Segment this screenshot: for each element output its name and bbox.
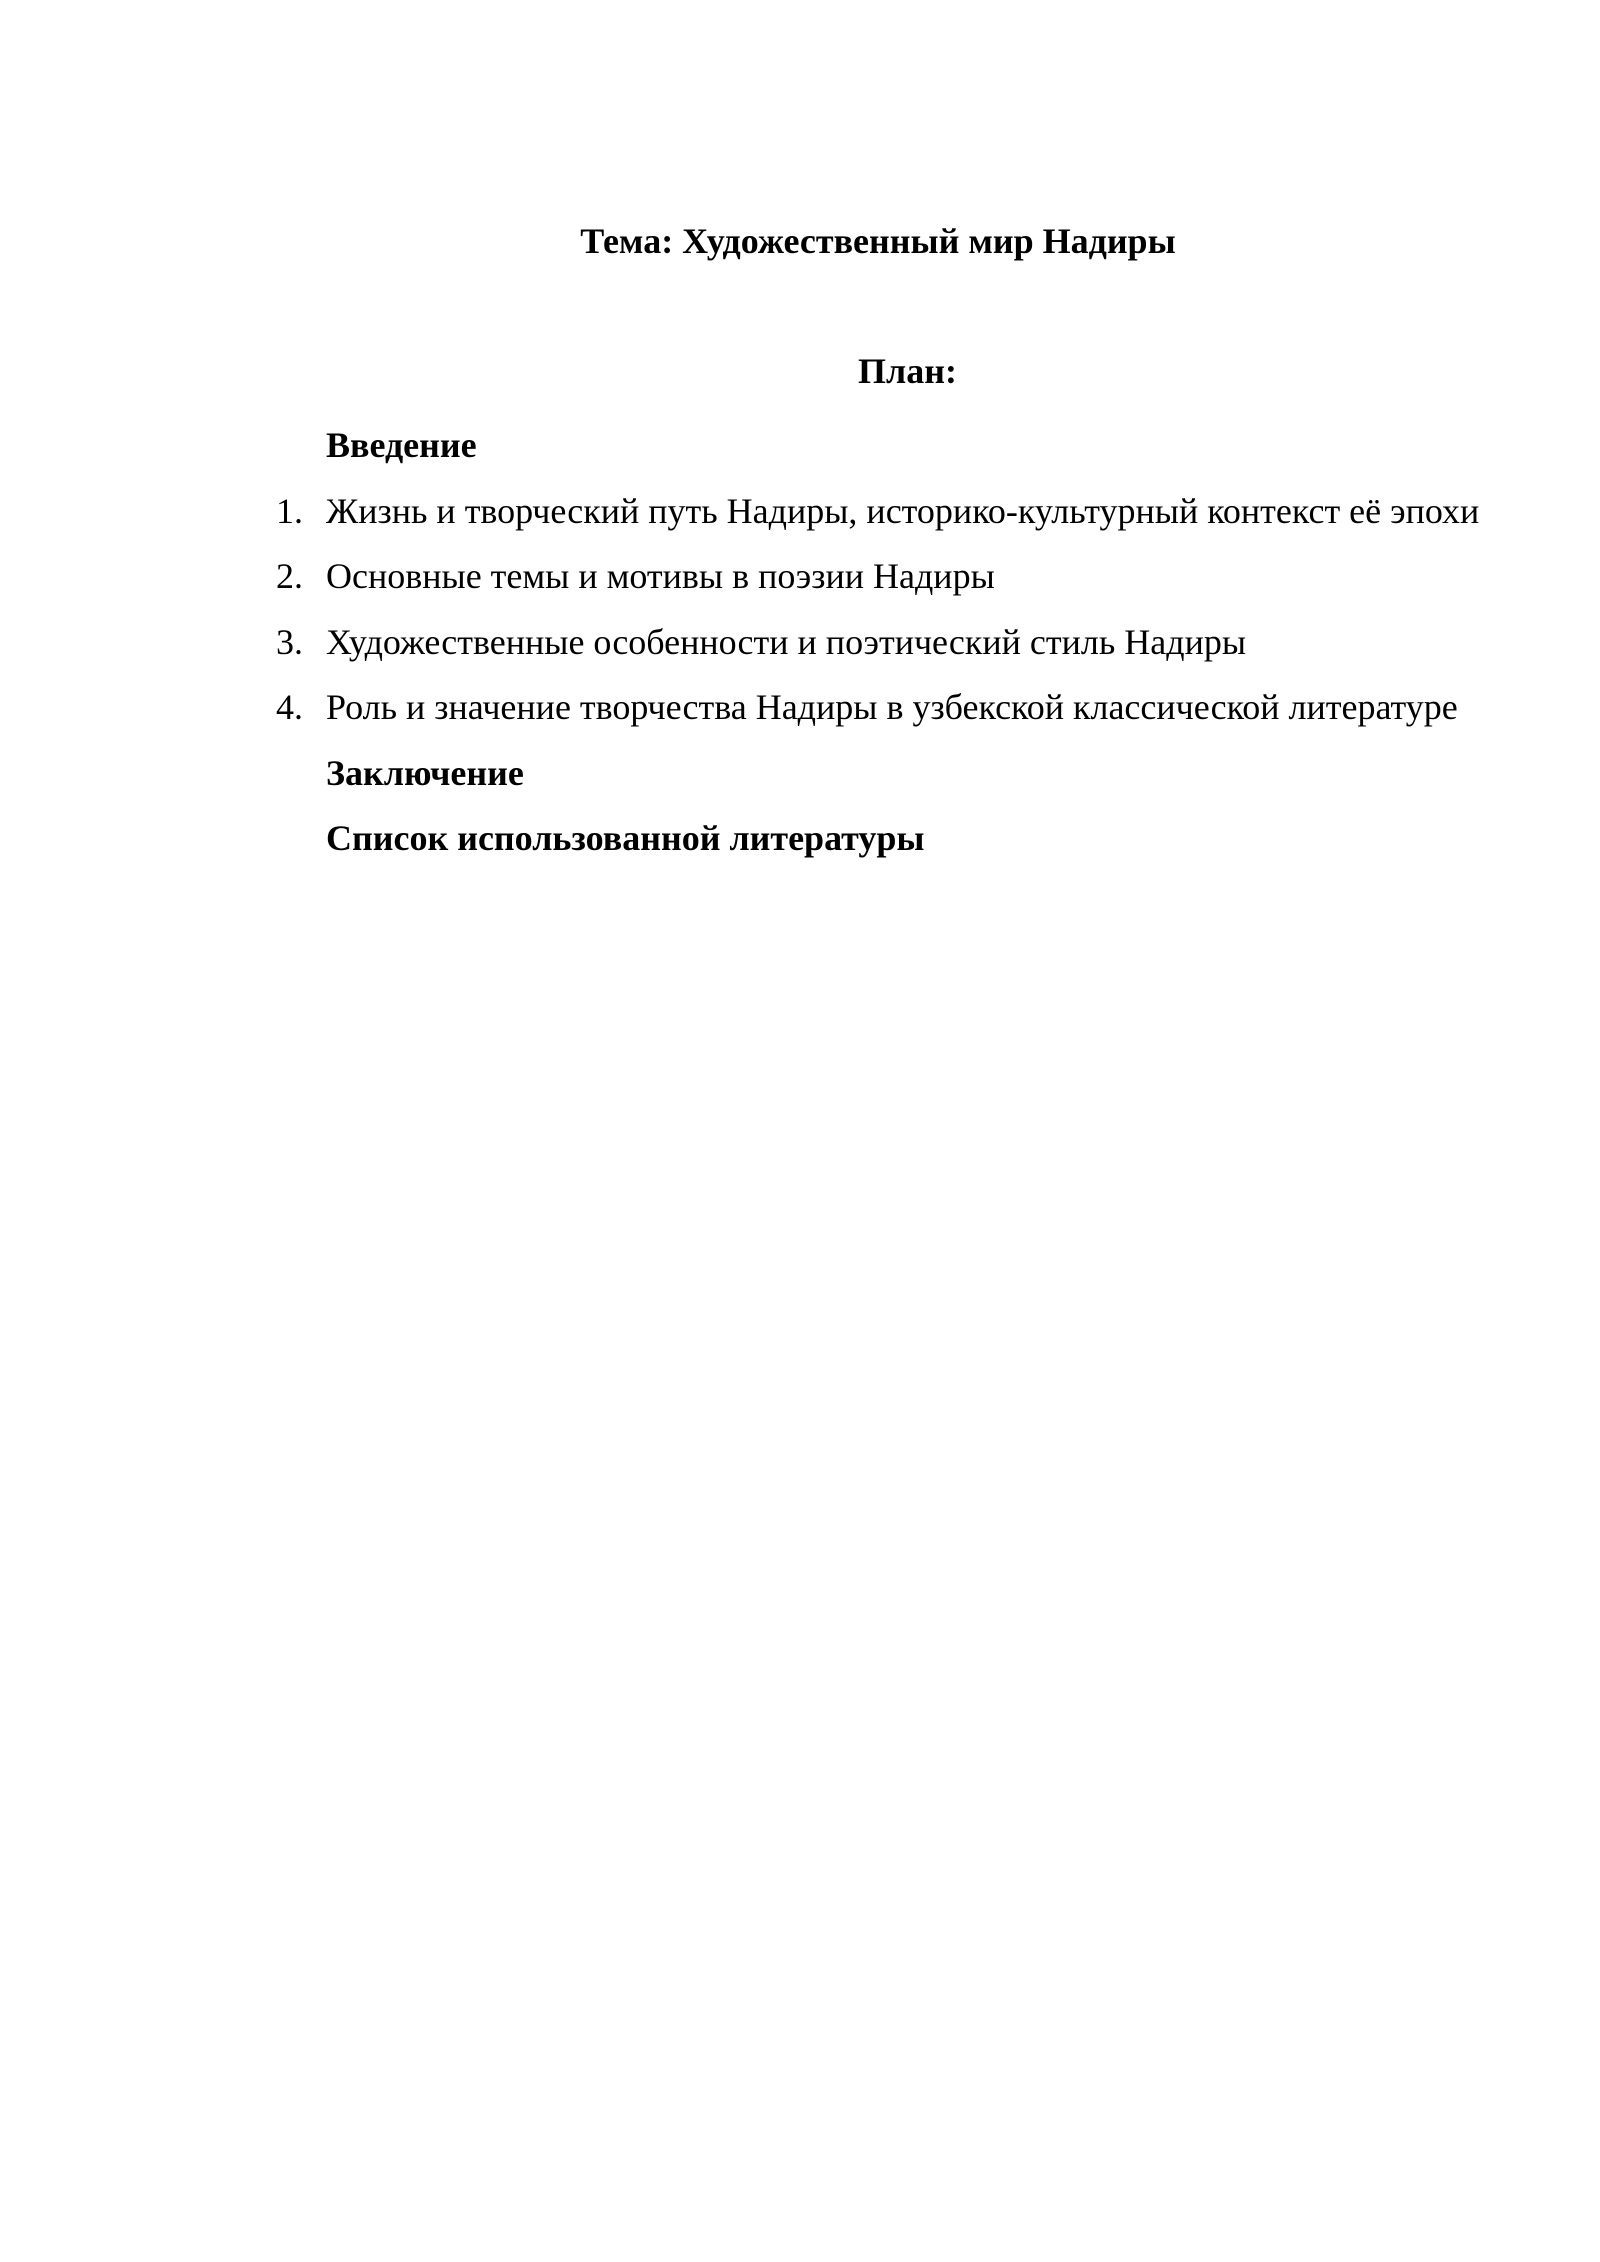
plan-intro: Введение xyxy=(326,425,477,465)
plan-item-number: 4. xyxy=(276,687,303,727)
plan-item-number: 3. xyxy=(276,621,303,662)
plan-conclusion: Заключение xyxy=(326,752,524,793)
document-title: Тема: Художественный мир Надиры xyxy=(580,221,1176,261)
plan-item-1 xyxy=(276,479,1486,545)
plan-heading: План: xyxy=(858,351,957,391)
plan-item-number: 2. xyxy=(276,556,303,596)
plan-item-text: Художественные особенности и поэтический стиль Надиры xyxy=(326,621,1247,662)
plan-item-4 xyxy=(276,675,1486,741)
plan-item-text: Жизнь и творческий путь Надиры, историко-культурный контекст её эпохи xyxy=(326,490,1480,531)
plan-item-2 xyxy=(276,544,1486,610)
plan-item-text: Роль и значение творчества Надиры в узбекской классической литературе xyxy=(326,687,1458,727)
plan-references: Список использованной литературы xyxy=(326,818,925,858)
plan-item-text: Основные темы и мотивы в поэзии Надиры xyxy=(326,556,995,596)
plan-list xyxy=(276,413,1486,872)
plan-item-number: 1. xyxy=(276,490,303,531)
plan-item-3 xyxy=(276,610,1486,676)
